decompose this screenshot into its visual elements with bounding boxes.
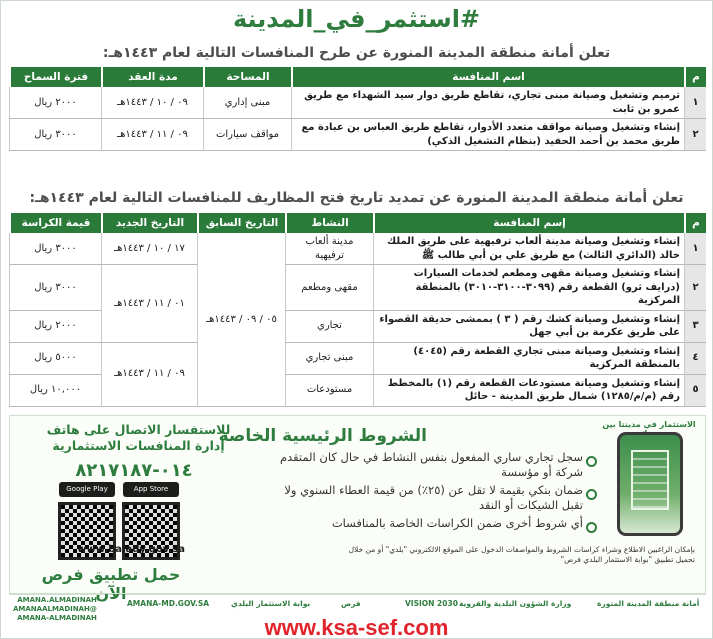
fine-print: بإمكان الراغبين الاطلاع وشراء كراسات الشروط والمواصفات الدخول على الموقع الالكتروني "بلدي" أو من خلال تحميل تطبيق "بوابة الاستثمار البلدي فرص" bbox=[348, 545, 695, 565]
tender-name: إنشاء وتشغيل وصيانة مبنى تجاري القطعة رقم (٤٠٤٥) بالمنطقة المركزية bbox=[373, 343, 684, 375]
table-row bbox=[9, 265, 706, 311]
app-store-badge[interactable]: App Store bbox=[123, 482, 179, 497]
social-facebook[interactable]: AMANA.ALMADINAH bbox=[17, 596, 97, 604]
col-previous-date: التاريخ السابق bbox=[197, 213, 285, 233]
watermark-url: www.ksa-sef.com bbox=[264, 615, 449, 639]
row-number: ٢ bbox=[684, 119, 706, 151]
new-date: ١٧ / ١٠ / ١٤٤٣هـ bbox=[101, 233, 197, 265]
previous-date: ٠٥ / ٠٩ / ١٤٤٣هـ bbox=[197, 233, 285, 407]
intro-new-tenders: تعلن أمانة منطقة المدينة المنورة عن طرح المنافسات التالية لعام ١٤٤٣هـ: bbox=[102, 45, 611, 61]
tender-activity: تجاري bbox=[285, 311, 373, 343]
tender-date: ٠٩ / ١١ / ١٤٤٣هـ bbox=[101, 119, 203, 151]
social-instagram[interactable]: AMANA-ALMADINAH bbox=[17, 614, 97, 623]
tender-activity: مدينة ألعاب ترفيهية bbox=[285, 233, 373, 265]
booklet-price: ٣٠٠٠ ريال bbox=[9, 265, 101, 311]
tender-name: إنشاء وتشغيل وصيانة مستودعات القطعة رقم (١) بالمخطط رقم (م/م/١٢٨٥) شمال طريق المدينة - حائل bbox=[373, 375, 684, 407]
contact-line: للاستفسار الاتصال على هاتف bbox=[46, 422, 231, 437]
col-number: م bbox=[684, 213, 706, 233]
row-number: ٢ bbox=[684, 265, 706, 311]
row-number: ١ bbox=[684, 233, 706, 265]
amana-logo: أمانة منطقة المدينة المنورة bbox=[597, 599, 700, 608]
site-link[interactable]: AMANA-MD.GOV.SA bbox=[127, 599, 210, 608]
col-new-date: التاريخ الجديد bbox=[101, 213, 197, 233]
booklet-price: ٢٠٠٠ ريال bbox=[9, 311, 101, 343]
contact-line: إدارة المنافسات الاستثمارية bbox=[52, 437, 225, 453]
download-app-cta: حمل تطبيق فرص الآن bbox=[41, 565, 181, 603]
table-row bbox=[9, 233, 706, 265]
invest-label: الاستثمار في مدينتا بين bbox=[602, 420, 696, 429]
intro-extended-tenders: تعلن أمانة منطقة المدينة المنورة عن تمديد تاريخ فتح المظاريف للمنافسات التالية لعام ١٤٤٣هـ: bbox=[29, 190, 684, 206]
new-date: ٠٩ / ١١ / ١٤٤٣هـ bbox=[101, 343, 197, 407]
website-link[interactable]: www.balady.gov.sa bbox=[77, 544, 185, 555]
tender-area: مواقف سيارات bbox=[203, 119, 291, 151]
conditions-list bbox=[277, 450, 597, 534]
row-number: ٥ bbox=[684, 375, 706, 407]
tender-name: إنشاء وتشغيل وصيانة مواقف متعدد الأدوار، تقاطع طريق العباس بن عبادة مع طريق محمد بن أحمد الحفيد (بنظام التشغيل الذكي) bbox=[291, 119, 684, 151]
col-number: م bbox=[684, 67, 706, 87]
booklet-price: ٥٠٠٠ ريال bbox=[9, 343, 101, 375]
tender-activity: مقهى ومطعم bbox=[285, 265, 373, 311]
building-icon bbox=[631, 450, 669, 510]
extended-tenders-table bbox=[9, 213, 706, 407]
phone-number[interactable]: ٠١٤-٨٢١٧١٨٧ bbox=[75, 460, 193, 481]
portal-logo: بوابة الاستثمار البلدي bbox=[231, 599, 311, 608]
tender-activity: مستودعات bbox=[285, 375, 373, 407]
col-tender-name: إسم المنافسة bbox=[373, 213, 684, 233]
tender-name: ترميم وتشغيل وصيانة مبنى تجاري، تقاطع طريق دوار سيد الشهداء مع طريق عمرو بن ثابت bbox=[291, 87, 684, 119]
booklet-price: ١٠,٠٠٠ ريال bbox=[9, 375, 101, 407]
row-number: ١ bbox=[684, 87, 706, 119]
list-item: ضمان بنكي بقيمة لا تقل عن (٢٥٪) من قيمة العطاء السنوي ولا تقبل الشيكات أو النقد bbox=[277, 483, 597, 513]
tender-area: مبنى إداري bbox=[203, 87, 291, 119]
footer-logos bbox=[9, 593, 706, 623]
conditions-title: الشروط الرئيسية الخاصة bbox=[218, 426, 427, 446]
table-row bbox=[9, 343, 706, 375]
list-item: سجل تجاري ساري المفعول بنفس النشاط في حال كان المتقدم شركة أو مؤسسة bbox=[277, 450, 597, 480]
new-tenders-table bbox=[9, 67, 706, 151]
col-booklet-price: قيمة الكراسة bbox=[9, 213, 101, 233]
tender-name: إنشاء وتشغيل وصيانة مدينة ألعاب ترفيهية على طريق الملك خالد (الدائري الثالث) مع طريق علي بن أبي طالب ﷺ bbox=[373, 233, 684, 265]
col-tender-name: اسم المنافسة bbox=[291, 67, 684, 87]
vision-logo: VISION 2030 bbox=[405, 599, 458, 608]
tender-name: إنشاء وتشغيل وصيانة كشك رقم ( ٣ ) بممشى حديقة القصواء على طريق عكرمة بن أبي جهل bbox=[373, 311, 684, 343]
hashtag-title: #استثمر_في_المدينة bbox=[232, 5, 481, 33]
tender-price: ٢٠٠٠ ريال bbox=[9, 87, 101, 119]
ministry-logo: وزارة الشؤون البلدية والقروية bbox=[459, 599, 572, 608]
furas-logo: فرص bbox=[341, 599, 361, 608]
social-twitter[interactable]: @AMANAALMADINAH bbox=[13, 605, 97, 614]
tender-activity: مبنى تجاري bbox=[285, 343, 373, 375]
table-row bbox=[9, 87, 706, 119]
col-activity: النشاط bbox=[285, 213, 373, 233]
col-contract-duration: مدة العقد bbox=[101, 67, 203, 87]
tender-price: ٣٠٠٠ ريال bbox=[9, 119, 101, 151]
row-number: ٣ bbox=[684, 311, 706, 343]
contact-info bbox=[16, 422, 261, 453]
new-date: ٠١ / ١١ / ١٤٤٣هـ bbox=[101, 265, 197, 343]
tender-name: إنشاء وتشغيل وصيانة مقهى ومطعم لخدمات السيارات (درايف ثرو) القطعة رقم (٣٠٩٩-٣١٠٠-٣٠١٠) بالمنطقة المركزية bbox=[373, 265, 684, 311]
row-number: ٤ bbox=[684, 343, 706, 375]
booklet-price: ٣٠٠٠ ريال bbox=[9, 233, 101, 265]
google-play-badge[interactable]: Google Play bbox=[59, 482, 115, 497]
tender-date: ٠٩ / ١٠ / ١٤٤٣هـ bbox=[101, 87, 203, 119]
col-grace-period: فترة السماح bbox=[9, 67, 101, 87]
list-item: أي شروط أخرى ضمن الكراسات الخاصة بالمنافسات bbox=[277, 516, 597, 531]
col-area: المساحة bbox=[203, 67, 291, 87]
table-row bbox=[9, 119, 706, 151]
